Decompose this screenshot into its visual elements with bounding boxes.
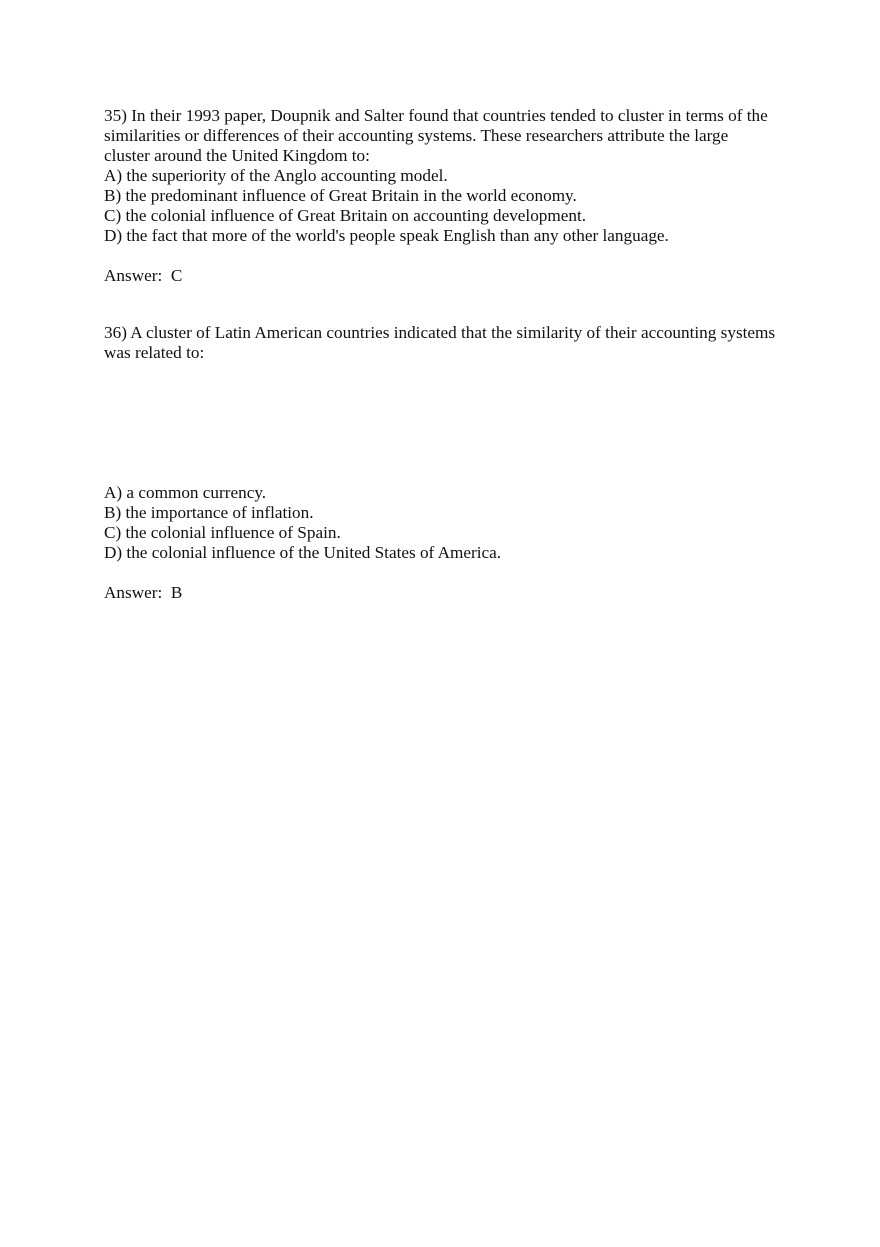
spacer (104, 563, 794, 583)
option-b: B) the predominant influence of Great Britain in the world economy. (104, 186, 577, 205)
answer-line: Answer: C (104, 266, 183, 285)
spacer (104, 246, 794, 266)
question-36 (104, 323, 794, 603)
option-b: B) the importance of inflation. (104, 503, 314, 522)
question-stem-line: cluster around the United Kingdom to: (104, 146, 370, 165)
blank-space (104, 363, 794, 483)
question-stem-line: 36) A cluster of Latin American countries indicated that the similarity of their accounting systems (104, 323, 776, 342)
answer-line: Answer: B (104, 583, 183, 602)
option-c: C) the colonial influence of Spain. (104, 523, 341, 542)
question-stem-line: was related to: (104, 343, 205, 362)
question-stem-line: similarities or differences of their accounting systems. These researchers attribute the large (104, 126, 729, 145)
option-a: A) a common currency. (104, 483, 267, 502)
option-c: C) the colonial influence of Great Britain on accounting development. (104, 206, 587, 225)
question-35 (104, 106, 794, 286)
option-a: A) the superiority of the Anglo accounting model. (104, 166, 448, 185)
option-d: D) the fact that more of the world's people speak English than any other language. (104, 226, 669, 245)
option-d: D) the colonial influence of the United States of America. (104, 543, 502, 562)
question-stem-line: 35) In their 1993 paper, Doupnik and Salter found that countries tended to cluster in terms of the (104, 106, 768, 125)
